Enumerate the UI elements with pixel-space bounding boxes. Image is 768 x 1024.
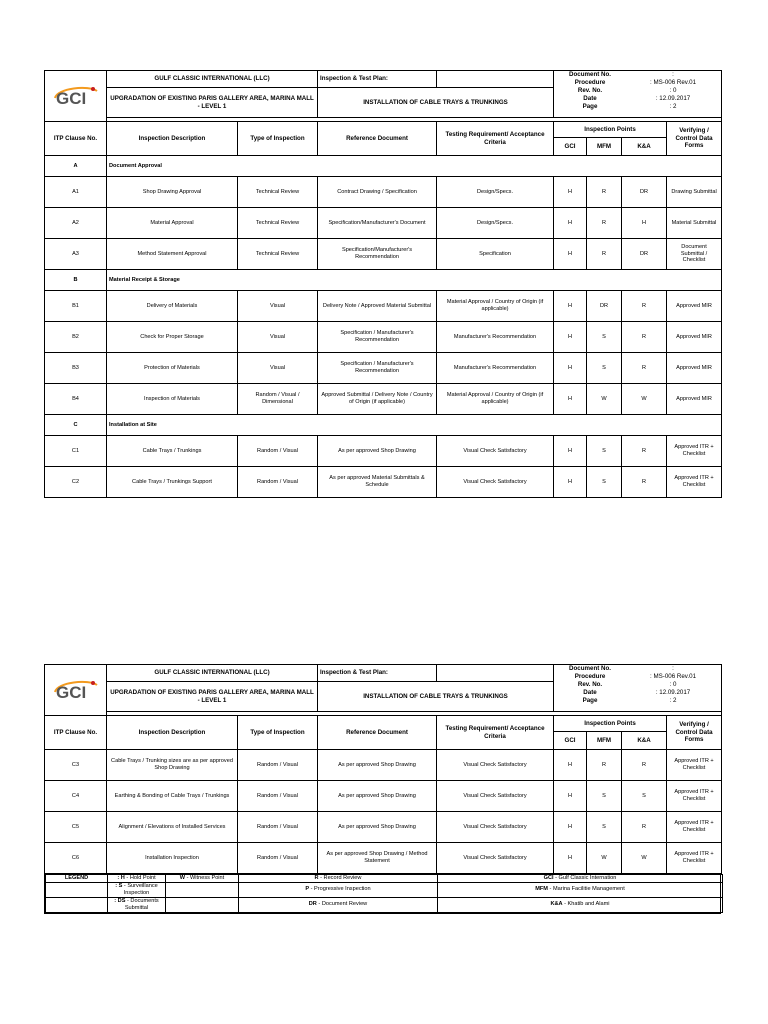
type-cell: Technical Review xyxy=(238,177,318,208)
type-cell: Technical Review xyxy=(238,208,318,239)
legend-code: : H xyxy=(117,875,125,881)
col-forms: Verifying / Control Data Forms xyxy=(667,122,722,156)
legend-text: - Khatib and Alami xyxy=(562,901,610,908)
gci-point-cell: H xyxy=(554,436,587,467)
gci-point-cell: H xyxy=(554,750,587,781)
clause-cell: A2 xyxy=(45,208,107,239)
legend xyxy=(44,874,721,914)
forms-cell: Approved ITR + Checklist xyxy=(667,781,722,812)
col-clause: ITP Clause No. xyxy=(45,716,107,750)
forms-cell: Approved ITR + Checklist xyxy=(667,750,722,781)
section-row xyxy=(45,270,722,291)
type-cell: Random / Visual xyxy=(238,750,318,781)
forms-cell: Approved MIR xyxy=(667,322,722,353)
reference-cell: As per approved Shop Drawing xyxy=(318,781,437,812)
gci-point-cell: H xyxy=(554,843,587,874)
forms-cell: Approved ITR + Checklist xyxy=(667,812,722,843)
forms-cell: Approved MIR xyxy=(667,353,722,384)
legend-table xyxy=(45,874,723,913)
testing-cell: Visual Check Satisfactory xyxy=(437,781,554,812)
legend-code: W xyxy=(179,875,186,881)
col-type: Type of Inspection xyxy=(238,716,318,750)
doc-info-key: Document No. xyxy=(569,665,611,672)
mfm-point-cell: S xyxy=(587,467,622,498)
legend-label xyxy=(46,897,108,912)
col-type: Type of Inspection xyxy=(238,122,318,156)
type-cell: Visual xyxy=(238,291,318,322)
ka-point-cell: R xyxy=(622,436,667,467)
mfm-point-cell: S xyxy=(587,781,622,812)
table-row xyxy=(45,781,722,812)
company-name: GULF CLASSIC INTERNATIONAL (LLC) xyxy=(107,665,318,682)
gci-point-cell: H xyxy=(554,384,587,415)
gci-point-cell: H xyxy=(554,781,587,812)
reference-cell: As per approved Shop Drawing xyxy=(318,750,437,781)
table-row xyxy=(45,467,722,498)
description-cell: Alignment / Elevations of Installed Services xyxy=(107,812,238,843)
type-cell: Random / Visual xyxy=(238,843,318,874)
mfm-point-cell: R xyxy=(587,177,622,208)
description-cell: Cable Trays / Trunkings Support xyxy=(107,467,238,498)
legend-item xyxy=(438,875,723,883)
mfm-point-cell: S xyxy=(587,353,622,384)
ka-point-cell: DR xyxy=(622,177,667,208)
forms-cell: Approved ITR + Checklist xyxy=(667,467,722,498)
legend-text: - Witness Point xyxy=(185,875,225,881)
legend-item xyxy=(166,882,239,897)
doc-info-key: Rev. No. xyxy=(577,681,603,688)
itp-sheet-page-1 xyxy=(44,70,721,498)
type-cell: Visual xyxy=(238,322,318,353)
legend-code: : S xyxy=(115,882,123,889)
doc-info-key: Date xyxy=(583,95,597,102)
section-row xyxy=(45,156,722,177)
legend-code: R xyxy=(314,875,319,881)
mfm-point-cell: R xyxy=(587,239,622,270)
mfm-point-cell: S xyxy=(587,322,622,353)
description-cell: Shop Drawing Approval xyxy=(107,177,238,208)
legend-item xyxy=(108,897,166,912)
description-cell: Installation Inspection xyxy=(107,843,238,874)
ka-point-cell: W xyxy=(622,843,667,874)
plan-title: INSTALLATION OF CABLE TRAYS & TRUNKINGS xyxy=(318,88,554,118)
legend-code: K&A xyxy=(550,901,563,908)
col-reference: Reference Document xyxy=(318,716,437,750)
itp-table-page-2 xyxy=(44,664,722,874)
mfm-point-cell: S xyxy=(587,812,622,843)
table-row xyxy=(45,177,722,208)
testing-cell: Design/Specs. xyxy=(437,208,554,239)
itp-sheet-page-2 xyxy=(44,664,721,914)
clause-cell: B3 xyxy=(45,353,107,384)
forms-cell: Approved MIR xyxy=(667,291,722,322)
legend-code: : DS xyxy=(114,897,126,904)
legend-text: - Gulf Classic Internation xyxy=(553,875,617,881)
description-cell: Check for Proper Storage xyxy=(107,322,238,353)
legend-code: P xyxy=(305,886,310,893)
col-inspection-points: Inspection Points xyxy=(554,716,667,732)
description-cell: Earthing & Bonding of Cable Trays / Trunkings xyxy=(107,781,238,812)
project-title: UPGRADATION OF EXISTING PARIS GALLERY AREA, MARINA MALL - LEVEL 1 xyxy=(107,682,318,712)
col-ka: K&A xyxy=(622,732,667,750)
company-logo xyxy=(45,665,107,716)
type-cell: Technical Review xyxy=(238,239,318,270)
col-clause: ITP Clause No. xyxy=(45,122,107,156)
reference-cell: As per approved Shop Drawing / Method Statement xyxy=(318,843,437,874)
table-row xyxy=(45,322,722,353)
legend-item xyxy=(239,897,438,912)
forms-cell: Approved ITR + Checklist xyxy=(667,436,722,467)
legend-item xyxy=(438,882,723,897)
gci-logo-icon xyxy=(51,83,101,109)
reference-cell: Specification / Manufacturer's Recommendation xyxy=(318,322,437,353)
col-mfm: MFM xyxy=(587,138,622,156)
col-inspection-points: Inspection Points xyxy=(554,122,667,138)
doc-info-value: : 0 xyxy=(669,87,677,94)
gci-point-cell: H xyxy=(554,322,587,353)
gci-point-cell: H xyxy=(554,353,587,384)
doc-info-value: : 0 xyxy=(669,681,677,688)
legend-text: - Progressive Inspection xyxy=(309,886,371,893)
clause-cell: C5 xyxy=(45,812,107,843)
forms-cell: Approved MIR xyxy=(667,384,722,415)
ka-point-cell: R xyxy=(622,353,667,384)
forms-cell: Drawing Submittal xyxy=(667,177,722,208)
ka-point-cell: DR xyxy=(622,239,667,270)
col-reference: Reference Document xyxy=(318,122,437,156)
document-info xyxy=(554,665,722,712)
clause-cell: C6 xyxy=(45,843,107,874)
description-cell: Inspection of Materials xyxy=(107,384,238,415)
section-row xyxy=(45,415,722,436)
testing-cell: Material Approval / Country of Origin (if applicable) xyxy=(437,291,554,322)
testing-cell: Manufacturer's Recommendation xyxy=(437,322,554,353)
legend-text: - Marina Facilitie Management xyxy=(547,886,625,893)
document-info xyxy=(554,71,722,118)
doc-info-value: : 2 xyxy=(669,103,677,110)
mfm-point-cell: DR xyxy=(587,291,622,322)
type-cell: Random / Visual / Dimensional xyxy=(238,384,318,415)
doc-info-key: Page xyxy=(582,103,598,110)
table-row xyxy=(45,812,722,843)
legend-code: DR xyxy=(308,901,317,908)
testing-cell: Material Approval / Country of Origin (if applicable) xyxy=(437,384,554,415)
table-row xyxy=(45,384,722,415)
ka-point-cell: H xyxy=(622,208,667,239)
testing-cell: Manufacturer's Recommendation xyxy=(437,353,554,384)
clause-cell: B2 xyxy=(45,322,107,353)
doc-info-value: : 2 xyxy=(669,697,677,704)
col-mfm: MFM xyxy=(587,732,622,750)
section-code: A xyxy=(45,156,107,177)
description-cell: Delivery of Materials xyxy=(107,291,238,322)
type-cell: Visual xyxy=(238,353,318,384)
doc-info-key: Rev. No. xyxy=(577,87,603,94)
doc-info-key: Document No. xyxy=(569,71,611,78)
col-testing: Testing Requirement/ Acceptance Criteria xyxy=(437,716,554,750)
section-code: B xyxy=(45,270,107,291)
testing-cell: Design/Specs. xyxy=(437,177,554,208)
clause-cell: B4 xyxy=(45,384,107,415)
ka-point-cell: R xyxy=(622,322,667,353)
col-ka: K&A xyxy=(622,138,667,156)
project-title: UPGRADATION OF EXISTING PARIS GALLERY AREA, MARINA MALL - LEVEL 1 xyxy=(107,88,318,118)
legend-row xyxy=(46,882,723,897)
legend-item xyxy=(166,875,239,883)
doc-info-grid xyxy=(554,71,721,111)
col-forms: Verifying / Control Data Forms xyxy=(667,716,722,750)
reference-cell: Approved Submittal / Delivery Note / Country of Origin (if applicable) xyxy=(318,384,437,415)
company-name: GULF CLASSIC INTERNATIONAL (LLC) xyxy=(107,71,318,88)
reference-cell: As per approved Material Submittals & Schedule xyxy=(318,467,437,498)
forms-cell: Approved ITR + Checklist xyxy=(667,843,722,874)
gci-point-cell: H xyxy=(554,239,587,270)
reference-cell: Specification/Manufacturer's Document xyxy=(318,208,437,239)
reference-cell: Contract Drawing / Specification xyxy=(318,177,437,208)
legend-text: - Hold Point xyxy=(124,875,156,881)
legend-item xyxy=(239,875,438,883)
legend-item xyxy=(108,875,166,883)
col-testing: Testing Requirement/ Acceptance Criteria xyxy=(437,122,554,156)
table-row xyxy=(45,291,722,322)
type-cell: Random / Visual xyxy=(238,436,318,467)
table-row xyxy=(45,208,722,239)
reference-cell: As per approved Shop Drawing xyxy=(318,812,437,843)
plan-label: Inspection & Test Plan: xyxy=(318,665,437,682)
clause-cell: C2 xyxy=(45,467,107,498)
ka-point-cell: R xyxy=(622,291,667,322)
ka-point-cell: R xyxy=(622,750,667,781)
doc-info-value: : 12.09.2017 xyxy=(655,689,691,696)
table-row xyxy=(45,436,722,467)
gci-point-cell: H xyxy=(554,177,587,208)
legend-text: - Document Review xyxy=(316,901,368,908)
mfm-point-cell: W xyxy=(587,384,622,415)
doc-info-value: : xyxy=(672,665,674,672)
testing-cell: Visual Check Satisfactory xyxy=(437,843,554,874)
description-cell: Cable Trays / Trunkings xyxy=(107,436,238,467)
legend-text: - Documents Submittal xyxy=(124,897,159,911)
section-title: Installation at Site xyxy=(107,415,722,436)
table-row xyxy=(45,843,722,874)
legend-text: - Record Review xyxy=(318,875,362,881)
description-cell: Cable Trays / Trunking sizes are as per approved Shop Drawing xyxy=(107,750,238,781)
testing-cell: Visual Check Satisfactory xyxy=(437,436,554,467)
doc-info-key: Page xyxy=(582,697,598,704)
clause-cell: C3 xyxy=(45,750,107,781)
mfm-point-cell: R xyxy=(587,750,622,781)
legend-text: - Surveillance Inspection xyxy=(122,882,158,896)
col-gci: GCI xyxy=(554,732,587,750)
col-description: Inspection Description xyxy=(107,122,238,156)
plan-title: INSTALLATION OF CABLE TRAYS & TRUNKINGS xyxy=(318,682,554,712)
description-cell: Material Approval xyxy=(107,208,238,239)
section-title: Material Receipt & Storage xyxy=(107,270,722,291)
doc-info-key: Date xyxy=(583,689,597,696)
clause-cell: C4 xyxy=(45,781,107,812)
table-row xyxy=(45,353,722,384)
reference-cell: As per approved Shop Drawing xyxy=(318,436,437,467)
type-cell: Random / Visual xyxy=(238,467,318,498)
ka-point-cell: R xyxy=(622,467,667,498)
section-title: Document Approval xyxy=(107,156,722,177)
company-logo xyxy=(45,71,107,122)
clause-cell: A3 xyxy=(45,239,107,270)
description-cell: Method Statement Approval xyxy=(107,239,238,270)
section-code: C xyxy=(45,415,107,436)
gci-point-cell: H xyxy=(554,208,587,239)
gci-logo-icon xyxy=(51,677,101,703)
legend-item xyxy=(438,897,723,912)
legend-label: LEGEND xyxy=(46,875,108,883)
col-gci: GCI xyxy=(554,138,587,156)
testing-cell: Visual Check Satisfactory xyxy=(437,812,554,843)
mfm-point-cell: R xyxy=(587,208,622,239)
doc-info-key: Procedure xyxy=(574,79,606,86)
legend-code: GCI xyxy=(543,875,554,881)
testing-cell: Visual Check Satisfactory xyxy=(437,467,554,498)
clause-cell: A1 xyxy=(45,177,107,208)
gci-point-cell: H xyxy=(554,291,587,322)
ka-point-cell: R xyxy=(622,812,667,843)
doc-info-value: : MS-006 Rev.01 xyxy=(650,673,697,680)
legend-code: MFM xyxy=(535,886,548,893)
svg-text:GCI: GCI xyxy=(55,683,86,702)
mfm-point-cell: S xyxy=(587,436,622,467)
svg-text:GCI: GCI xyxy=(55,89,86,108)
doc-info-grid xyxy=(554,665,721,705)
legend-item xyxy=(239,882,438,897)
doc-info-value: : MS-006 Rev.01 xyxy=(650,79,697,86)
table-row xyxy=(45,750,722,781)
type-cell: Random / Visual xyxy=(238,781,318,812)
forms-cell: Material Submittal xyxy=(667,208,722,239)
legend-row xyxy=(46,875,723,883)
type-cell: Random / Visual xyxy=(238,812,318,843)
mfm-point-cell: W xyxy=(587,843,622,874)
clause-cell: B1 xyxy=(45,291,107,322)
reference-cell: Specification / Manufacturer's Recommendation xyxy=(318,353,437,384)
plan-label: Inspection & Test Plan: xyxy=(318,71,437,88)
clause-cell: C1 xyxy=(45,436,107,467)
doc-info-value: : xyxy=(672,71,674,78)
itp-table-page-1 xyxy=(44,70,722,498)
doc-info-key: Procedure xyxy=(574,673,606,680)
ka-point-cell: S xyxy=(622,781,667,812)
description-cell: Protection of Materials xyxy=(107,353,238,384)
gci-point-cell: H xyxy=(554,812,587,843)
doc-info-value: : 12.09.2017 xyxy=(655,95,691,102)
ka-point-cell: W xyxy=(622,384,667,415)
testing-cell: Visual Check Satisfactory xyxy=(437,750,554,781)
gci-point-cell: H xyxy=(554,467,587,498)
legend-item xyxy=(108,882,166,897)
reference-cell: Delivery Note / Approved Material Submittal xyxy=(318,291,437,322)
testing-cell: Specification xyxy=(437,239,554,270)
reference-cell: Specification/Manufacturer's Recommendation xyxy=(318,239,437,270)
legend-row xyxy=(46,897,723,912)
legend-label xyxy=(46,882,108,897)
table-row xyxy=(45,239,722,270)
forms-cell: Document Submittal / Checklist xyxy=(667,239,722,270)
legend-item xyxy=(166,897,239,912)
col-description: Inspection Description xyxy=(107,716,238,750)
